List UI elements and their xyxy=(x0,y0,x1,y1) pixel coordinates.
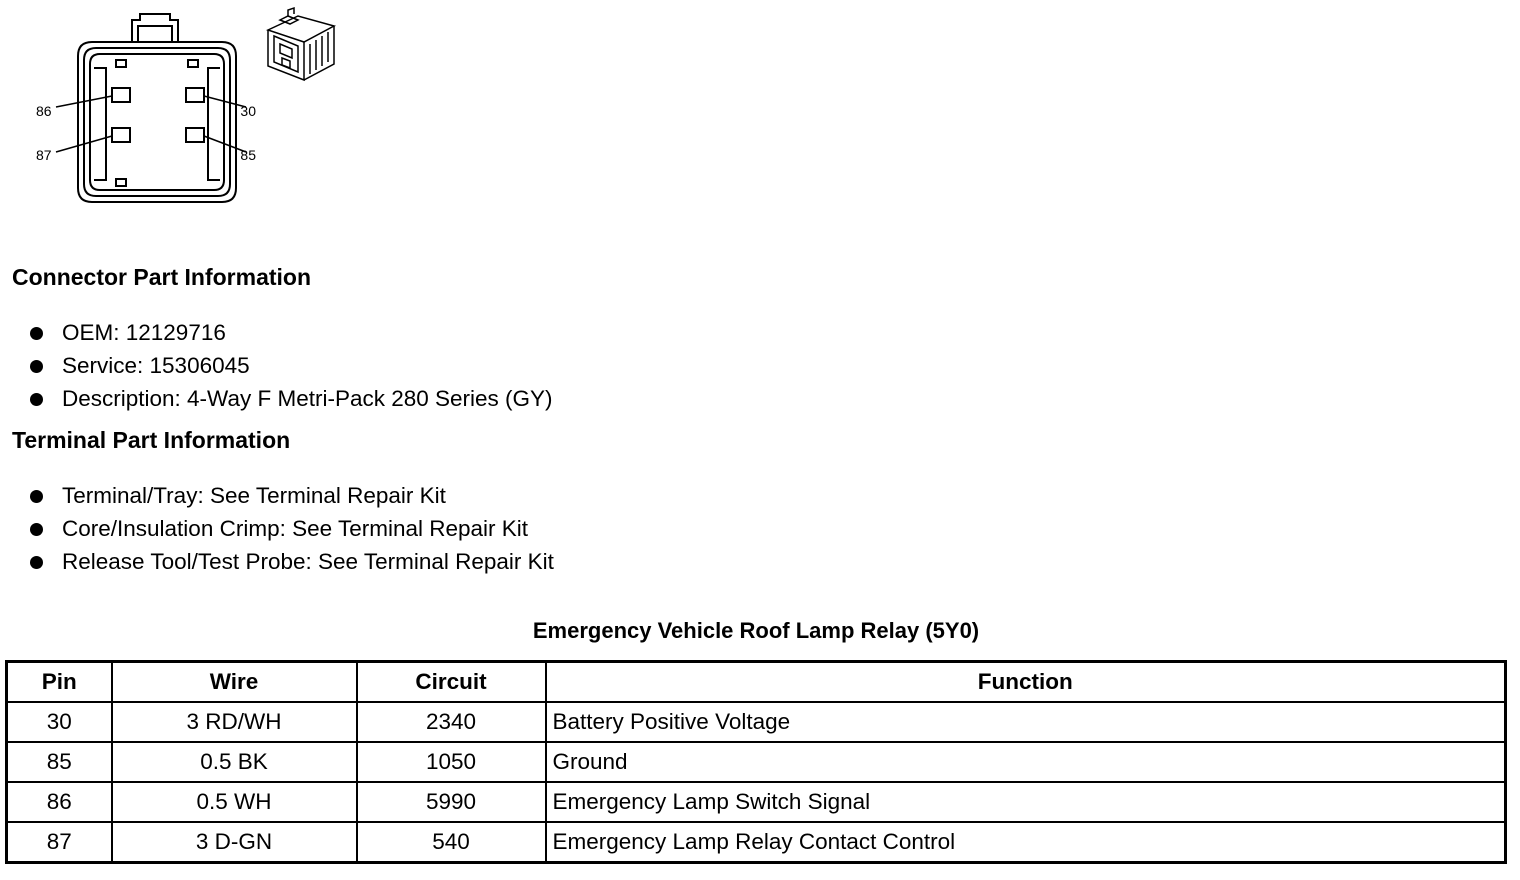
table-header-row xyxy=(7,662,1506,703)
pin-label-85: 85 xyxy=(240,147,256,163)
cell-function: Battery Positive Voltage xyxy=(546,702,1506,742)
connector-thumbnail-image xyxy=(258,6,344,84)
cell-circuit: 1050 xyxy=(357,742,546,782)
column-header-pin: Pin xyxy=(7,662,112,703)
cell-function: Emergency Lamp Relay Contact Control xyxy=(546,822,1506,863)
column-header-function: Function xyxy=(546,662,1506,703)
pin-label-86: 86 xyxy=(36,103,52,119)
terminal-info-list xyxy=(30,479,554,578)
pin-label-87: 87 xyxy=(36,147,52,163)
table-row xyxy=(7,822,1506,863)
pin-label-30: 30 xyxy=(240,103,256,119)
cell-pin: 30 xyxy=(7,702,112,742)
cell-wire: 0.5 WH xyxy=(112,782,357,822)
table-title: Emergency Vehicle Roof Lamp Relay (5Y0) xyxy=(532,618,980,643)
cell-circuit: 540 xyxy=(357,822,546,863)
cell-pin: 87 xyxy=(7,822,112,863)
cell-wire: 3 D-GN xyxy=(112,822,357,863)
table-row xyxy=(7,702,1506,742)
column-header-circuit: Circuit xyxy=(357,662,546,703)
cell-pin: 86 xyxy=(7,782,112,822)
connector-info-list xyxy=(30,316,553,415)
cell-circuit: 2340 xyxy=(357,702,546,742)
cell-pin: 85 xyxy=(7,742,112,782)
table-row xyxy=(7,782,1506,822)
list-item: Core/Insulation Crimp: See Terminal Repair Kit xyxy=(30,512,554,545)
list-item: Description: 4-Way F Metri-Pack 280 Series (GY) xyxy=(30,382,553,415)
pinout-table xyxy=(5,660,1507,864)
cell-wire: 0.5 BK xyxy=(112,742,357,782)
list-item: OEM: 12129716 xyxy=(30,316,553,349)
list-item: Release Tool/Test Probe: See Terminal Repair Kit xyxy=(30,545,554,578)
connector-info-heading: Connector Part Information xyxy=(12,264,312,290)
list-item: Terminal/Tray: See Terminal Repair Kit xyxy=(30,479,554,512)
table-row xyxy=(7,742,1506,782)
connector-face-diagram xyxy=(20,4,260,208)
cell-wire: 3 RD/WH xyxy=(112,702,357,742)
list-item: Service: 15306045 xyxy=(30,349,553,382)
cell-circuit: 5990 xyxy=(357,782,546,822)
cell-function: Ground xyxy=(546,742,1506,782)
cell-function: Emergency Lamp Switch Signal xyxy=(546,782,1506,822)
column-header-wire: Wire xyxy=(112,662,357,703)
terminal-info-heading: Terminal Part Information xyxy=(12,427,291,453)
